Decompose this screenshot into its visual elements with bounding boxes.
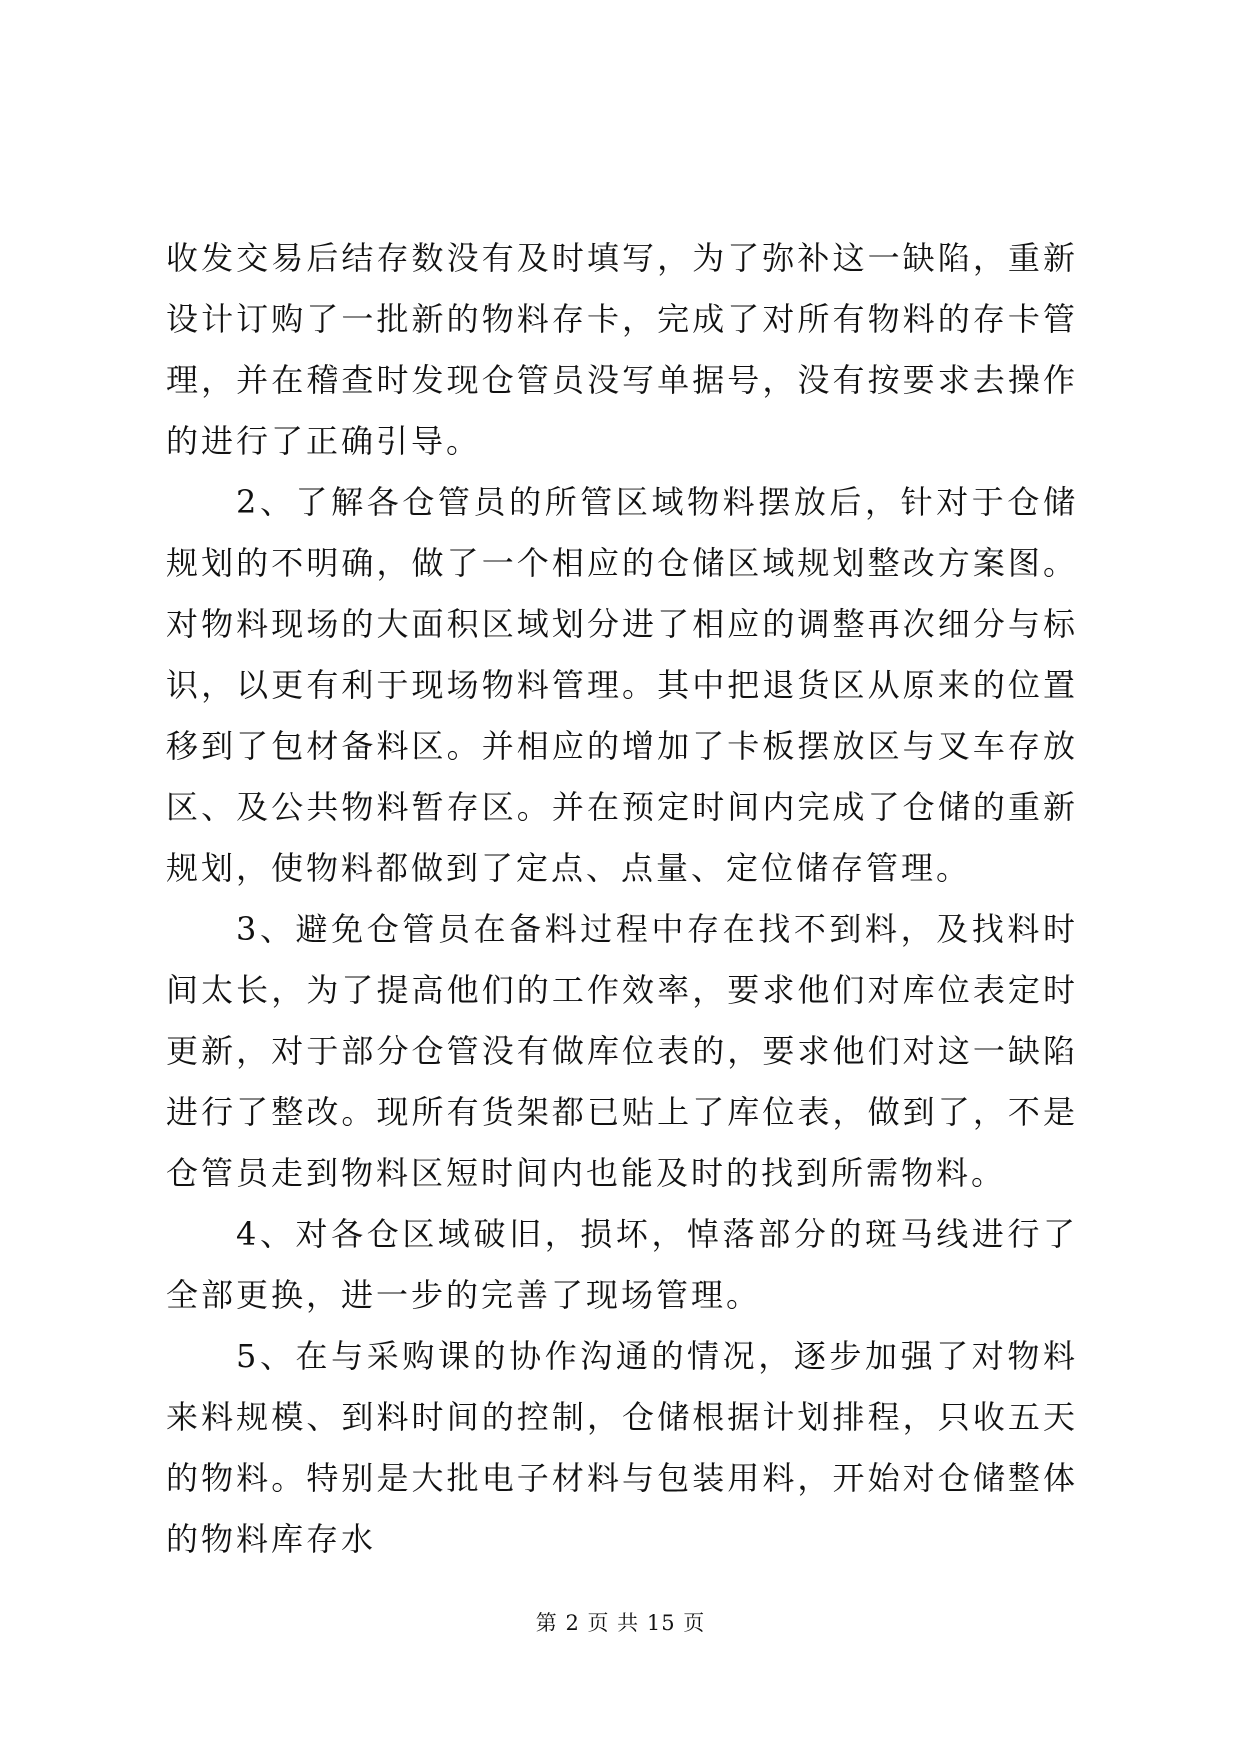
paragraph-3: 3、避免仓管员在备料过程中存在找不到料，及找料时间太长，为了提高他们的工作效率，要求他们对库位表定时更新，对于部分仓管没有做库位表的，要求他们对这一缺陷进行了整改。现所有货架都已贴上了库位表，做到了，不是仓管员走到物料区短时间内也能及时的找到所需物料。 xyxy=(166,910,1078,1192)
paragraph-4: 4、对各仓区域破旧，损坏，悼落部分的斑马线进行了全部更换，进一步的完善了现场管理。 xyxy=(166,1215,1078,1314)
page-footer: 第 2 页 共 15 页 xyxy=(535,1611,706,1635)
document-body xyxy=(166,228,1078,1570)
paragraph-1: 收发交易后结存数没有及时填写，为了弥补这一缺陷，重新设计订购了一批新的物料存卡，完成了对所有物料的存卡管理，并在稽查时发现仓管员没写单据号，没有按要求去操作的进行了正确引导。 xyxy=(166,239,1078,460)
paragraph-2: 2、了解各仓管员的所管区域物料摆放后，针对于仓储规划的不明确，做了一个相应的仓储区域规划整改方案图。对物料现场的大面积区域划分进了相应的调整再次细分与标识，以更有利于现场物料管理。其中把退货区从原来的位置移到了包材备料区。并相应的增加了卡板摆放区与叉车存放区、及公共物料暂存区。并在预定时间内完成了仓储的重新规划，使物料都做到了定点、点量、定位储存管理。 xyxy=(166,483,1078,887)
paragraph-5: 5、在与采购课的协作沟通的情况，逐步加强了对物料来料规模、到料时间的控制，仓储根据计划排程，只收五天的物料。特别是大批电子材料与包装用料，开始对仓储整体的物料库存水 xyxy=(166,1337,1078,1558)
